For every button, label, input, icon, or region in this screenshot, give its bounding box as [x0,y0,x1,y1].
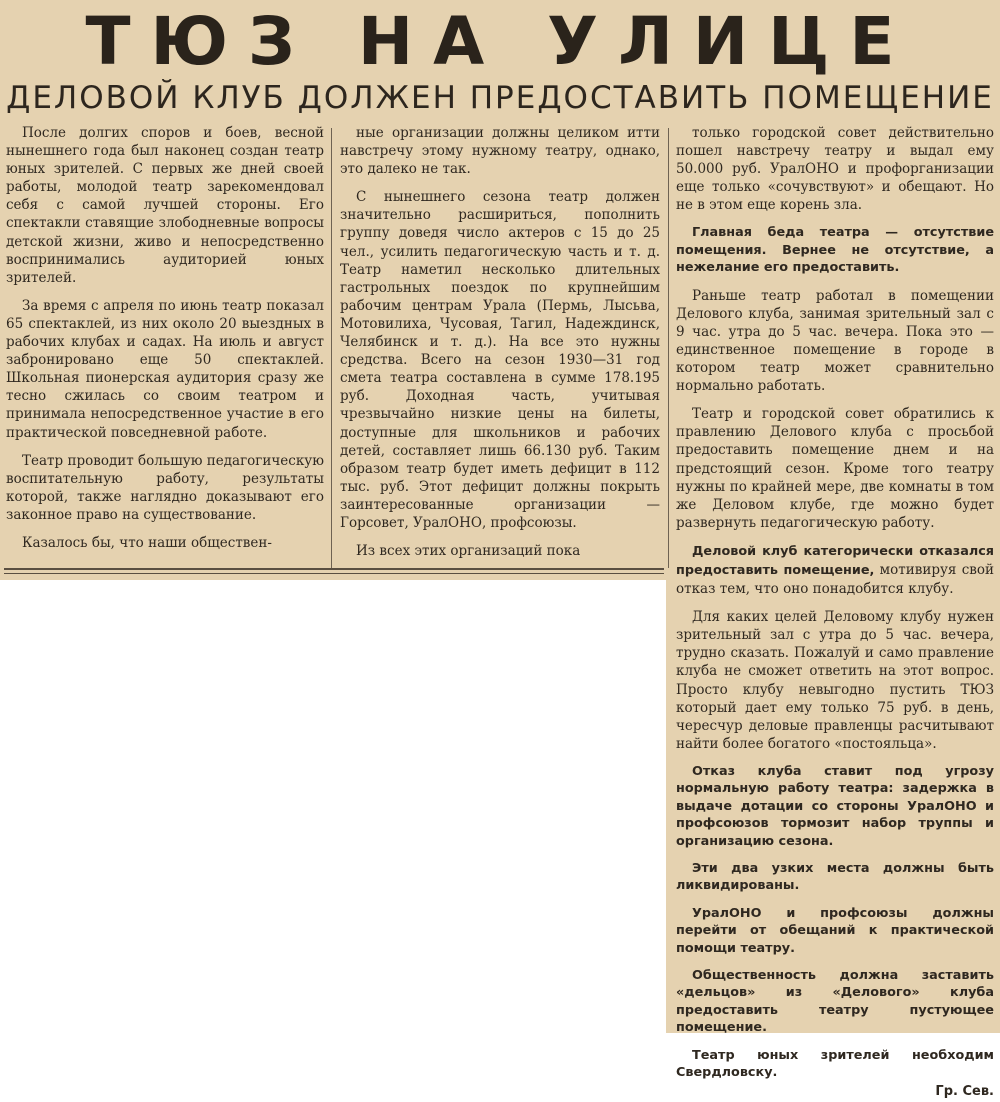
paragraph: ные организации должны целиком итти навстречу этому нужному театру, однако, это далеко не так. [340,125,660,178]
paragraph: Из всех этих организаций пока [356,543,581,560]
lead-bold-text: Деловой клуб категорически отказался предоставить помещение, [676,543,994,578]
subheadline: ДЕЛОВОЙ КЛУБ ДОЛЖЕН ПРЕДОСТАВИТЬ ПОМЕЩЕНИЕ [6,80,994,116]
bottom-rule [4,568,664,570]
article-column-1 [6,124,324,552]
emphasis-paragraph: Общественность должна заставить «дельцов» из «Делового» клуба предоставить театру пустующее помещение. [676,968,994,1036]
paragraph [676,542,994,598]
paragraph: За время с апреля по июнь театр показал 65 спектаклей, из них около 20 выездных в рабочих клубах и садах. На июль и август забронировано еще 50 спектаклей. Школьная пионерская аудитория сразу же тесно сжилась со своим театром и принимала непосредственное участие в его практической повседневной работе. [6,297,324,441]
paragraph: После долгих споров и боев, весной нынешнего года был наконец создан театр юных зрителей. С первых же дней своей работы, молодой театр зарекомендовал себя с самой лучшей стороны. Его спектакли ставящие злободневные вопросы детской жизни, живо и непосредственно воспринимались аудиторией юных зрителей. [6,125,324,286]
headline: ТЮЗ НА УЛИЦЕ [85,3,915,80]
paragraph: Для каких целей Деловому клубу нужен зрительный зал с утра до 5 час. вечера, трудно сказать. Пожалуй и само правление клуба не сможет ответить на этот вопрос. Просто клубу невыгодно пустить ТЮЗ который дает ему только 75 руб. в день, чересчур деловые правленцы расчитывают найти более богатого «постояльца». [676,609,994,752]
article-column-3 [676,124,994,1102]
bottom-rule [4,573,664,574]
emphasis-paragraph: Отказ клуба ставит под угрозу нормальную работу театра: задержка в выдаче дотации со стороны УралОНО и профсоюзов тормозит набор труппы и организацию сезона. [676,763,994,849]
paragraph: Театр и городской совет обратились к правлению Делового клуба с просьбой предоставить помещение днем и на предстоящий сезон. Кроме того театру нужны по крайней мере, две комнаты в том же Деловом клубе, где можно будет развернуть педагогическую работу. [676,406,994,531]
emphasis-paragraph: УралОНО и профсоюзы должны перейти от обещаний к практической помощи театру. [676,905,994,956]
column-divider [331,128,332,568]
article-column-2 [340,124,660,560]
emphasis-paragraph: Театр юных зрителей необходим Свердловску. [676,1047,994,1081]
paragraph: Театр проводит большую педагогическую воспитательную работу, результаты которой, также наглядно доказывают его законное право на существование. [6,452,324,523]
emphasis-paragraph: Главная беда театра — отсутствие помещения. Вернее не отсутствие, а нежелание его предоставить. [676,225,994,276]
author-signature: Гр. Сев. [935,1084,994,1100]
paragraph: только городской совет действительно пошел навстречу театру и выдал ему 50.000 руб. УралОНО и профорганизации еще только «сочувствуют» и обещают. Но не в этом еще корень зла. [676,125,994,214]
column-divider [668,128,669,568]
paragraph: Раньше театр работал в помещении Делового клуба, занимая зрительный зал с 9 час. утра до 5 час. вечера. Пока это — единственное помещение в городе в котором театр может сравнительно нормально работать. [676,287,994,395]
emphasis-paragraph: Эти два узких места должны быть ликвидированы. [676,860,994,894]
paragraph-rest: мотивируя свой отказ тем, что оно понадобится клубу. [676,562,994,598]
paragraph: С нынешнего сезона театр должен значительно расшириться, пополнить группу доведя число актеров с 15 до 25 чел., усилить педагогическую часть и т. д. Театр наметил несколько длительных гастрольных поездок по крупнейшим рабочим центрам Урала (Пермь, Лысьва, Мотовилиха, Чусовая, Тагил, Надеждинск, Челябинск и т. д.). На все это нужны средства. Всего на сезон 1930—31 год смета театра составлена в сумме 178.195 руб. Доходная часть, учитывая чрезвычайно низкие цены на билеты, доступные для школьников и рабочих детей, составляет лишь 66.130 руб. Таким образом театр будет иметь дефицит в 112 тыс. руб. Этот дефицит должны покрыть заинтересованные организации — Горсовет, УралОНО, профсоюзы. [340,189,660,531]
paragraph: Казалось бы, что наши обществен- [22,534,272,551]
